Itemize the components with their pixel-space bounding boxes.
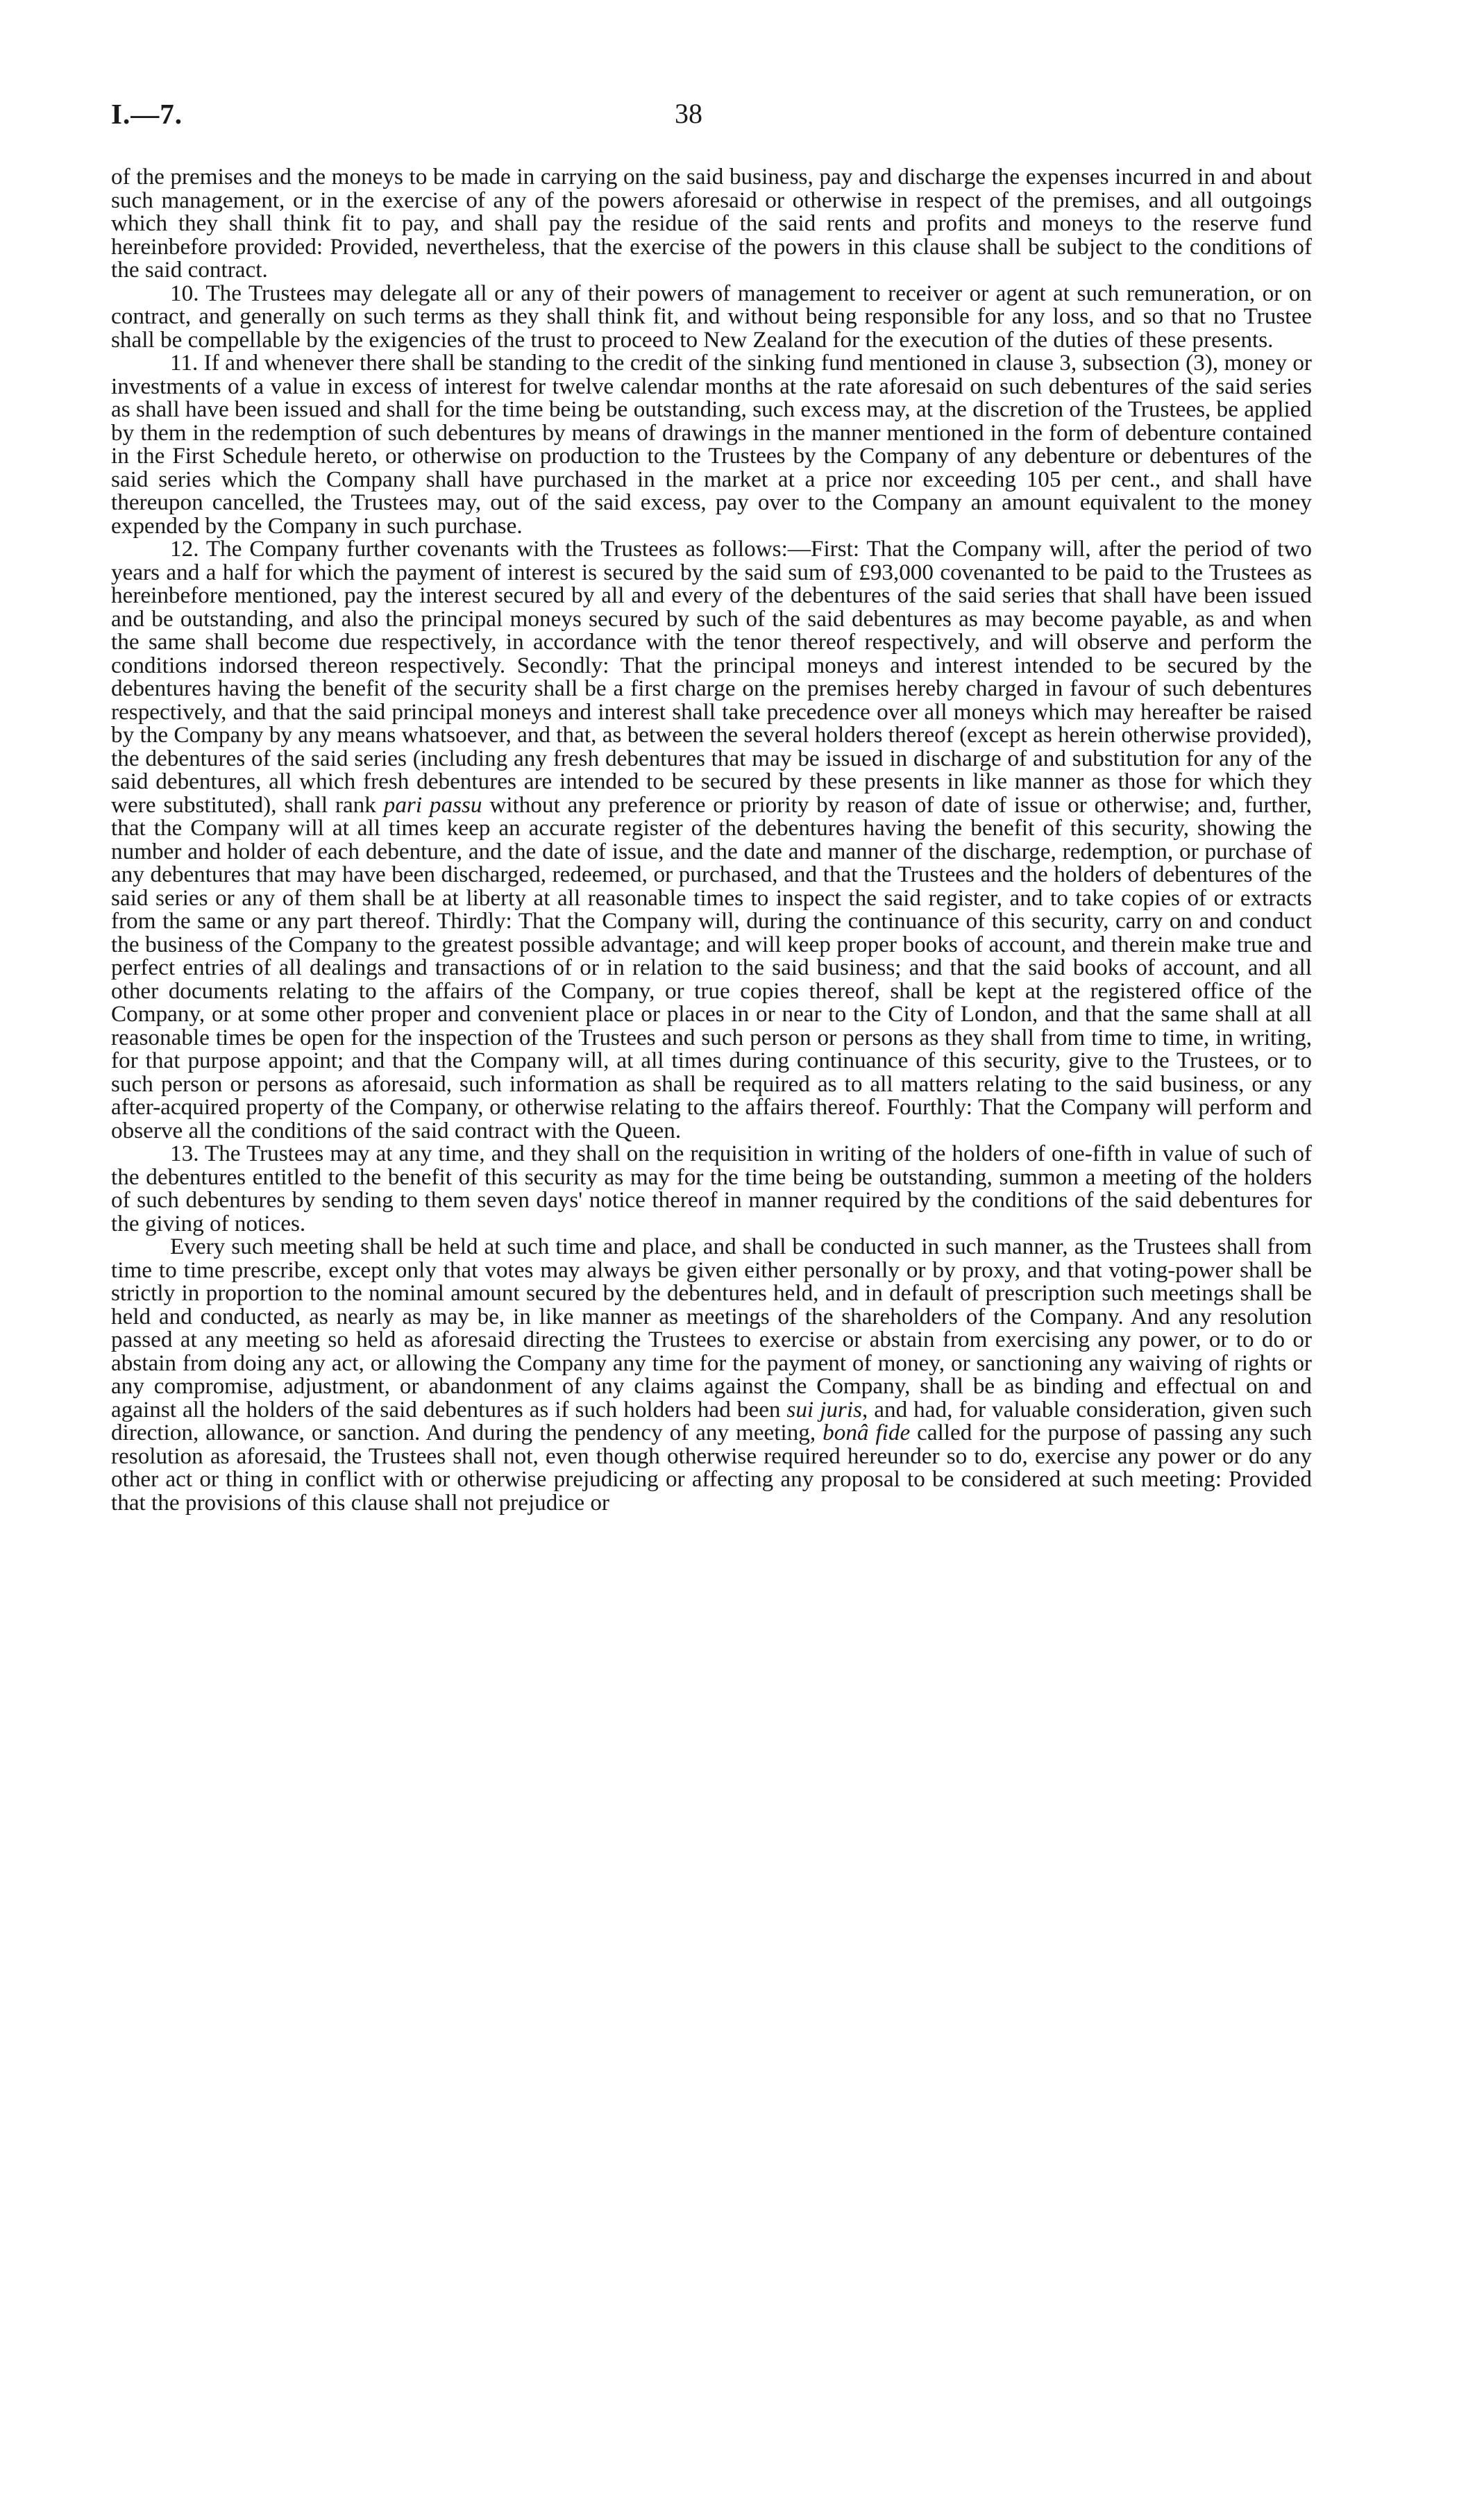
- text-segment: 11. If and whenever there shall be standing to the credit of the sinking fund mentioned in clause 3, subsection (3), money or investments of a value in excess of interest for twelve calendar months at the rate aforesaid on such debentures of the said series as shall have been issued and shall for the time being be outstanding, such excess may, at the discretion of the Trustees, be applied by them in the redemption of such debentures by means of drawings in the manner mentioned in the form of debenture contained in the First Schedule hereto, or otherwise on production to the Trustees by the Company of any debenture or debentures of the said series which the Company shall have purchased in the market at a price nor exceeding 105 per cent., and shall have thereupon cancelled, the Trustees may, out of the said excess, pay over to the Company an amount equivalent to the money expended by the Company in such purchase.: [111, 350, 1312, 539]
- text-segment: 12. The Company further covenants with the Trustees as follows:—First: That the Company will, after the period of two years and a half for which the payment of interest is secured by the said sum of £93,000 covenanted to be paid to the Trustees as hereinbefore mentioned, pay the interest secured by all and every of the debentures of the said series that shall have been issued and be outstanding, and also the principal moneys secured by such of the said debentures as may become payable, as and when the same shall become due respectively, in accordance with the tenor thereof respectively, and will observe and perform the conditions indorsed thereon respectively. Secondly: That the principal moneys and interest intended to be secured by the debentures having the benefit of the security shall be a first charge on the premises hereby charged in favour of such debentures respectively, and that the said principal moneys and interest shall take precedence over all moneys which may hereafter be raised by the Company by any means whatsoever, and that, as between the several holders thereof (except as herein otherwise provided), the debentures of the said series (including any fresh debentures that may be issued in discharge of and substitution for any of the said debentures, all which fresh debentures are intended to be secured by these presents in like manner as those for which they were substituted), shall rank: [111, 536, 1312, 818]
- text-segment: 10. The Trustees may delegate all or any of their powers of management to receiver or agent at such remuneration, or on contract, and generally on such terms as they shall think fit, and without being responsible for any loss, and so that no Trustee shall be compellable by the exigencies of the trust to proceed to New Zealand for the execution of the duties of these presents.: [111, 280, 1312, 353]
- paragraph: [111, 282, 1312, 352]
- text-segment: of the premises and the moneys to be made in carrying on the said business, pay and discharge the expenses incurred in and about such management, or in the exercise of any of the powers aforesaid or otherwise in respect of the premises, and all outgoings which they shall think fit to pay, and shall pay the residue of the said rents and profits and moneys to the reserve fund hereinbefore provided: Provided, nevertheless, that the exercise of the powers in this clause shall be subject to the conditions of the said contract.: [111, 164, 1312, 283]
- page-number: 38: [675, 98, 702, 129]
- italic-text: bonâ fide: [823, 1420, 911, 1445]
- italic-text: pari passu: [383, 791, 482, 818]
- paragraph: [111, 537, 1312, 1142]
- text-segment: Every such meeting shall be held at such time and place, and shall be conducted in such manner, as the Trustees shall from time to time prescribe, except only that votes may always be given either personally or by proxy, and that voting-power shall be strictly in proportion to the nominal amount secured by the debentures held, and in default of prescription such meetings shall be held and conducted, as nearly as may be, in like manner as meetings of the shareholders of the Company. And any resolution passed at any meeting so held as aforesaid directing the Trustees to exercise or abstain from exercising any power, or to do or abstain from doing any act, or allowing the Company any time for the payment of money, or sanctioning any waiving of rights or any compromise, adjustment, or abandonment of any claims against the Company, shall be as binding and effectual on and against all the holders of the said debentures as if such holders had been: [111, 1234, 1312, 1422]
- document-reference: I.—7.: [111, 98, 183, 130]
- text-segment: , and had, for valuable consideration, given such direction, allowance, or sanction. And during the pendency of any meeting,: [111, 1396, 1312, 1445]
- paragraph: [111, 1235, 1312, 1514]
- body-text: [111, 165, 1312, 1514]
- text-segment: 13. The Trustees may at any time, and they shall on the requisition in writing of the holders of one-fifth in value of such of the debentures entitled to the benefit of this security as may for the time being be outstanding, summon a meeting of the holders of such debentures by sending to them seven days' notice thereof in manner required by the conditions of the said debentures for the giving of notices.: [111, 1141, 1312, 1236]
- paragraph: [111, 1142, 1312, 1235]
- page-header: [111, 97, 1312, 132]
- paragraph: [111, 351, 1312, 537]
- text-segment: called for the purpose of passing any such resolution as aforesaid, the Trustees shall not, even though otherwise required hereunder so to do, exercise any power or do any other act or thing in conflict with or otherwise prejudicing or affecting any proposal to be considered at such meeting: Provided that the provisions of this clause shall not prejudice or: [111, 1420, 1313, 1516]
- paragraph: [111, 165, 1312, 282]
- text-segment: without any preference or priority by reason of date of issue or otherwise; and, further, that the Company will at all times keep an accurate register of the debentures having the benefit of this security, showing the number and holder of each debenture, and the date of issue, and the date and manner of the discharge, redemption, or purchase of any debentures that may have been discharged, redeemed, or purchased, and that the Trustees and the holders of debentures of the said series or any of them shall be at liberty at all reasonable times to inspect the said register, and to take copies of or extracts from the same or any part thereof. Thirdly: That the Company will, during the continuance of this security, carry on and conduct the business of the Company to the greatest possible advantage; and will keep proper books of account, and therein make true and perfect entries of all dealings and transactions of or in relation to the said business; and that the said books of account, and all other documents relating to the affairs of the Company, or true copies thereof, shall be kept at the registered office of the Company, or at some other proper and convenient place or places in or near to the City of London, and that the same shall at all reasonable times be open for the inspection of the Trustees and such person or persons as they shall from time to time, in writing, for that purpose appoint; and that the Company will, at all times during continuance of this security, give to the Trustees, or to such person or persons as aforesaid, such information as shall be required as to all matters relating to the said business, or any after-acquired property of the Company, or otherwise relating to the affairs thereof. Fourthly: That the Company will perform and observe all the conditions of the said contract with the Queen.: [111, 791, 1313, 1143]
- italic-text: sui juris: [786, 1396, 862, 1422]
